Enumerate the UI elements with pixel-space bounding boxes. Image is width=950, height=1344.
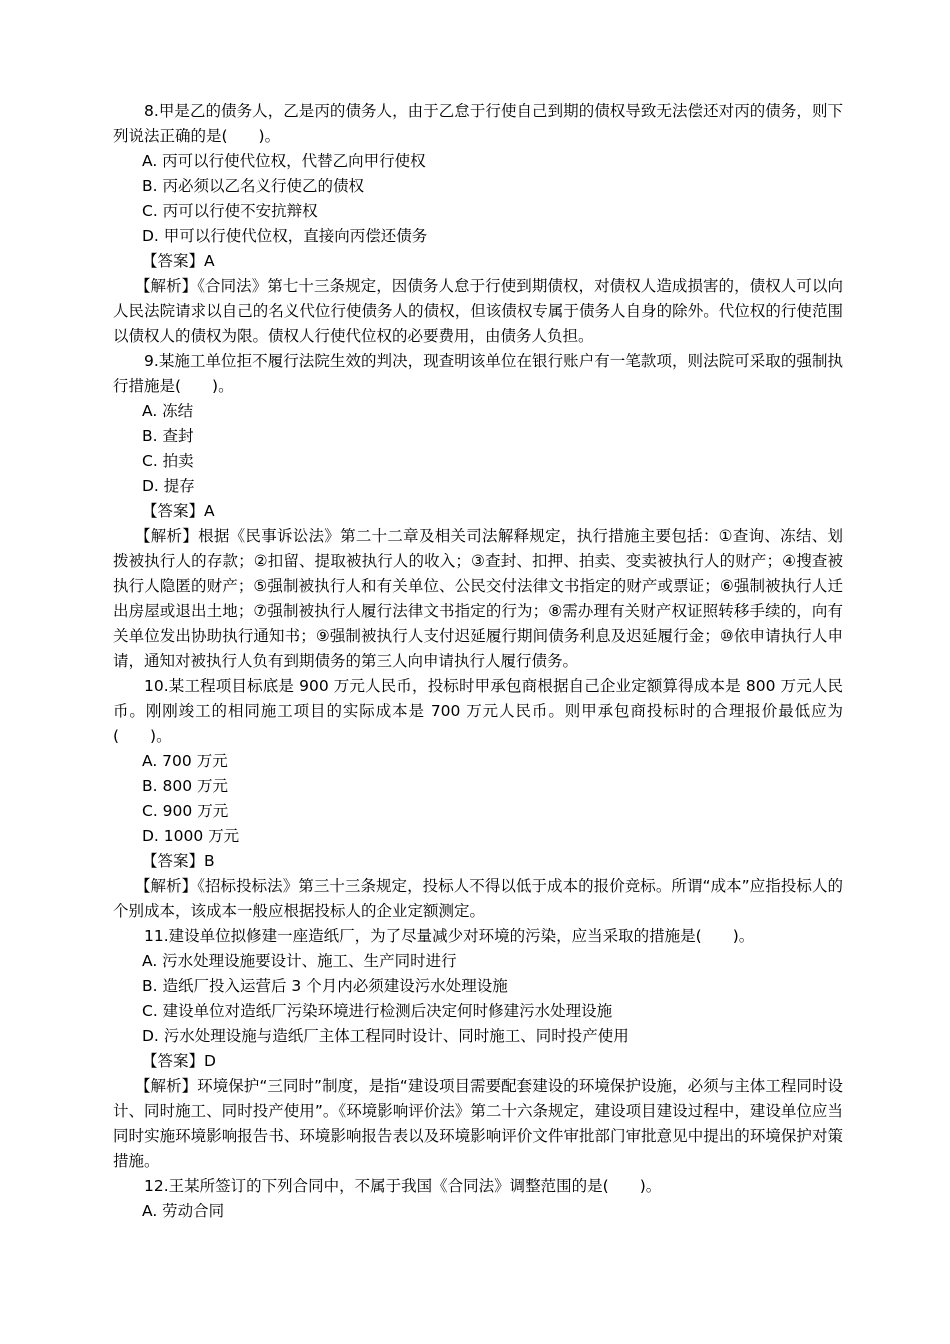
question-11 bbox=[113, 924, 843, 1174]
option-c: C. 建设单位对造纸厂污染环境进行检测后决定何时修建污水处理设施 bbox=[142, 1002, 613, 1020]
question-stem: 9.某施工单位拒不履行法院生效的判决，现查明该单位在银行账户有一笔款项，则法院可采取的强制执行措施是( )。 bbox=[113, 352, 843, 395]
question-8 bbox=[113, 99, 843, 349]
answer: 【答案】A bbox=[142, 252, 215, 270]
explanation: 【解析】《合同法》第七十三条规定，因债务人怠于行使到期债权，对债权人造成损害的，债权人可以向人民法院请求以自己的名义代位行使债务人的债权，但该债权专属于债务人自身的除外。代位权的行使范围以债权人的债权为限。债权人行使代位权的必要费用，由债务人负担。 bbox=[113, 277, 843, 345]
question-stem: 11.建设单位拟修建一座造纸厂，为了尽量减少对环境的污染，应当采取的措施是( )。 bbox=[144, 927, 755, 945]
option-a: A. 700 万元 bbox=[142, 752, 228, 770]
question-stem: 10.某工程项目标底是 900 万元人民币，投标时甲承包商根据自己企业定额算得成本是 800 万元人民币。刚刚竣工的相同施工项目的实际成本是 700 万元人民币。则甲承包商投标时的合理报价最低应为( )。 bbox=[113, 677, 843, 745]
answer: 【答案】A bbox=[142, 502, 215, 520]
option-a: A. 丙可以行使代位权，代替乙向甲行使权 bbox=[142, 152, 426, 170]
option-c: C. 丙可以行使不安抗辩权 bbox=[142, 202, 318, 220]
question-10 bbox=[113, 674, 843, 924]
option-a: A. 劳动合同 bbox=[142, 1202, 225, 1220]
option-c: C. 拍卖 bbox=[142, 452, 194, 470]
answer: 【答案】B bbox=[142, 852, 215, 870]
option-b: B. 800 万元 bbox=[142, 777, 228, 795]
question-stem: 12.王某所签订的下列合同中，不属于我国《合同法》调整范围的是( )。 bbox=[144, 1177, 662, 1195]
option-a: A. 冻结 bbox=[142, 402, 194, 420]
question-9 bbox=[113, 349, 843, 674]
option-d: D. 1000 万元 bbox=[142, 827, 240, 845]
option-b: B. 查封 bbox=[142, 427, 194, 445]
document-page bbox=[113, 99, 843, 1224]
option-b: B. 造纸厂投入运营后 3 个月内必须建设污水处理设施 bbox=[142, 977, 508, 995]
option-d: D. 提存 bbox=[142, 477, 195, 495]
explanation: 【解析】根据《民事诉讼法》第二十二章及相关司法解释规定，执行措施主要包括：①查询、冻结、划拨被执行人的存款；②扣留、提取被执行人的收入；③查封、扣押、拍卖、变卖被执行人的财产；④搜查被执行人隐匿的财产；⑤强制被执行人和有关单位、公民交付法律文书指定的财产或票证；⑥强制被执行人迁出房屋或退出土地；⑦强制被执行人履行法律文书指定的行为；⑧需办理有关财产权证照转移手续的，向有关单位发出协助执行通知书；⑨强制被执行人支付迟延履行期间债务利息及迟延履行金；⑩依申请执行人申请，通知对被执行人负有到期债务的第三人向申请执行人履行债务。 bbox=[113, 527, 843, 670]
explanation: 【解析】《招标投标法》第三十三条规定，投标人不得以低于成本的报价竞标。所谓“成本”应指投标人的个别成本，该成本一般应根据投标人的企业定额测定。 bbox=[113, 877, 843, 920]
question-12 bbox=[113, 1174, 843, 1224]
option-d: D. 污水处理设施与造纸厂主体工程同时设计、同时施工、同时投产使用 bbox=[142, 1027, 629, 1045]
explanation: 【解析】环境保护“三同时”制度，是指“建设项目需要配套建设的环境保护设施，必须与主体工程同时设计、同时施工、同时投产使用”。《环境影响评价法》第二十六条规定，建设项目建设过程中，建设单位应当同时实施环境影响报告书、环境影响报告表以及环境影响评价文件审批部门审批意见中提出的环境保护对策措施。 bbox=[113, 1077, 843, 1170]
option-b: B. 丙必须以乙名义行使乙的债权 bbox=[142, 177, 364, 195]
option-c: C. 900 万元 bbox=[142, 802, 229, 820]
option-a: A. 污水处理设施要设计、施工、生产同时进行 bbox=[142, 952, 457, 970]
option-d: D. 甲可以行使代位权，直接向丙偿还债务 bbox=[142, 227, 428, 245]
question-stem: 8.甲是乙的债务人，乙是丙的债务人，由于乙怠于行使自己到期的债权导致无法偿还对丙的债务，则下列说法正确的是( )。 bbox=[113, 102, 843, 145]
answer: 【答案】D bbox=[142, 1052, 216, 1070]
